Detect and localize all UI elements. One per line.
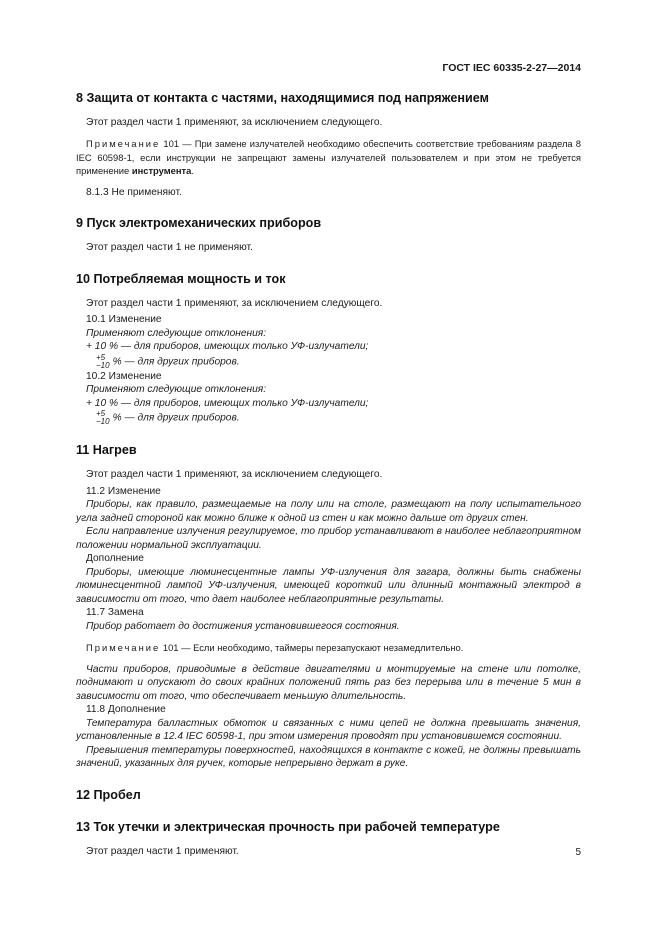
section-10-title: 10 Потребляемая мощность и ток — [76, 271, 286, 286]
tol-lower: −10 — [96, 360, 110, 370]
clause-10-2-label: 10.2 Изменение — [86, 370, 162, 382]
section-9-title: 9 Пуск электромеханических приборов — [76, 216, 322, 230]
tol-upper: +5 — [96, 409, 106, 418]
tol-text: % — для других приборов. — [112, 412, 240, 424]
clause-10-1-line3 — [76, 354, 581, 370]
tol-text: % — для других приборов. — [112, 356, 240, 368]
section-8-intro: Этот раздел части 1 применяют, за исключением следующего. — [86, 116, 383, 128]
clause-11-7-p2: Части приборов, приводимые в действие двигателями и монтируемые на стене или потолке, поднимают и опускают до своих крайних положений пять раз без перерыва или в течение 5 мин в зависимости от того, что обеспечивает меньшую длительность. — [76, 663, 581, 702]
section-11-intro: Этот раздел части 1 применяют, за исключением следующего. — [86, 469, 383, 480]
clause-8-1-3: 8.1.3 Не применяют. — [86, 186, 182, 198]
clause-11-8-p2: Превышения температуры поверхностей, находящихся в контакте с кожей, не должны превышать значений, указанных для ручек, которые непрерывно держат в руке. — [76, 744, 581, 769]
page-number: 5 — [575, 847, 581, 858]
section-8-title: 8 Защита от контакта с частями, находящимися под напряжением — [76, 90, 489, 105]
clause-10-1-line2: + 10 % — для приборов, имеющих только УФ-излучатели; — [86, 341, 369, 352]
section-13-title: 13 Ток утечки и электрическая прочность при рабочей температуре — [76, 819, 500, 834]
tolerance-10-1 — [86, 354, 110, 370]
section-8-note — [76, 137, 581, 178]
clause-10-1-line1: Применяют следующие отклонения: — [86, 327, 267, 339]
section-9-text: Этот раздел части 1 не применяют. — [86, 242, 253, 253]
addition-label: Дополнение — [86, 553, 144, 564]
note-bold-term: инструмента — [131, 165, 192, 176]
clause-11-2-label: 11.2 Изменение — [86, 485, 161, 497]
clause-11-7-p1: Прибор работает до достижения установившегося состояния. — [86, 620, 400, 632]
note-text: 101 — При замене излучателей необходимо обеспечить соответствие требованиям раздела 8 IEC 60598-1, если инструкции не запрещают замены излучателей пользователем и при этом не требуется применение — [76, 138, 581, 176]
section-11-note — [76, 641, 581, 655]
tol-upper: +5 — [96, 352, 106, 362]
section-10-intro: Этот раздел части 1 применяют, за исключением следующего. — [86, 297, 383, 309]
section-11-title: 11 Нагрев — [76, 443, 137, 457]
clause-11-7-label: 11.7 Замена — [86, 607, 144, 618]
clause-10-2-line3 — [76, 410, 581, 426]
clause-11-8-p1: Температура балластных обмоток и связанных с ними цепей не должна превышать значения, установленные в 12.4 IEC 60598-1, при этом измерения проводят при установившемся состоянии. — [76, 717, 581, 742]
note-label: Примечание — [86, 642, 161, 653]
clause-10-2-line2: + 10 % — для приборов, имеющих только УФ-излучатели; — [86, 397, 369, 409]
tol-lower: −10 — [96, 417, 110, 426]
note-text: 101 — Если необходимо, таймеры перезапускают незамедлительно. — [162, 642, 464, 653]
note-end: . — [191, 165, 194, 176]
section-12-title: 12 Пробел — [76, 787, 141, 802]
note-label: Примечание — [86, 138, 161, 149]
clause-10-1-label: 10.1 Изменение — [86, 314, 162, 325]
document-header: ГОСТ IEC 60335-2-27—2014 — [442, 62, 581, 74]
addition-p1: Приборы, имеющие люминесцентные лампы УФ-излучения для загара, должны быть снабжены люминесцентной лампой УФ-излучения, имеющей короткий или длинный монтажный электрод в зависимости от того, что дает наиболее неблагоприятные результаты. — [76, 566, 581, 605]
section-13-text: Этот раздел части 1 применяют. — [86, 845, 239, 857]
clause-11-8-label: 11.8 Дополнение — [86, 704, 166, 715]
clause-10-2-line1: Применяют следующие отклонения: — [86, 384, 267, 395]
tolerance-10-2 — [86, 410, 110, 426]
clause-11-2-p1: Приборы, как правило, размещаемые на полу или на столе, размещают на полу испытательного угла задней стороной как можно ближе к одной из стен и как можно дальше от других стен. — [76, 499, 581, 524]
clause-11-2-p2: Если направление излучения регулируемое, то прибор устанавливают в наиболее неблагоприятном положении нормальной эксплуатации. — [76, 526, 581, 551]
